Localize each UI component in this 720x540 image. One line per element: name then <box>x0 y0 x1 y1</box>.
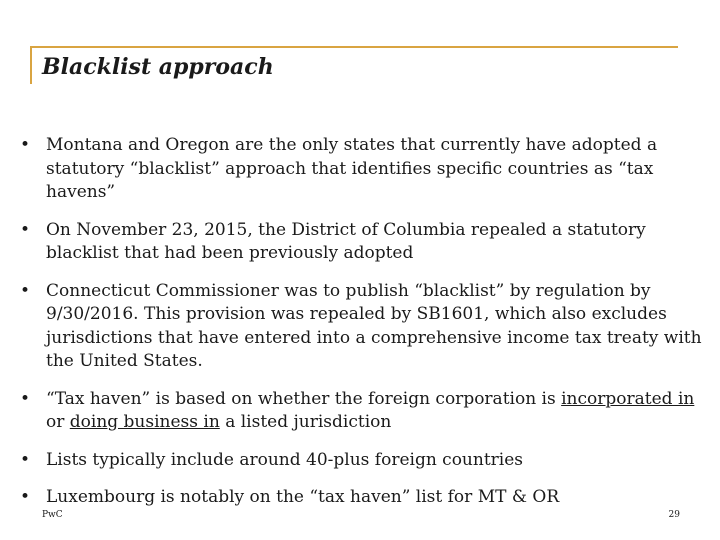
bullet-text <box>46 388 710 435</box>
bullet-text: Connecticut Commissioner was to publish “blacklist” by regulation by 9/30/2016. This provision was repealed by SB1601, which also excludes jurisdictions that have entered into a comprehensive income tax treaty with the United States. <box>46 280 702 371</box>
bullet-marker: • <box>20 135 31 155</box>
bullet-marker: • <box>20 280 31 301</box>
bullet-marker: • <box>20 388 31 409</box>
bullet-item <box>20 280 710 374</box>
bullet-text: Luxembourg is notably on the “tax haven” list for MT & OR <box>46 487 560 507</box>
bullet-marker: • <box>20 449 31 470</box>
title-frame-left-line <box>30 46 32 84</box>
bullet-text: Lists typically include around 40-plus foreign countries <box>46 449 524 470</box>
footer-brand: PwC <box>42 510 63 520</box>
bullet-marker: • <box>20 219 31 240</box>
bullet-text: On November 23, 2015, the District of Columbia repealed a statutory blacklist that had been previously adopted <box>46 219 646 263</box>
title-frame-top-line <box>30 46 678 48</box>
bullet-text-part: a listed jurisdiction <box>219 412 392 432</box>
bullet-text-part: or <box>46 412 70 432</box>
bullet-item <box>20 486 710 510</box>
bullet-text: Montana and Oregon are the only states that currently have adopted a statutory “blacklist” approach that identifies specific countries as “tax havens” <box>46 135 658 202</box>
bullet-item <box>20 134 710 205</box>
underlined-phrase: doing business in <box>69 412 220 432</box>
slide-title: Blacklist approach <box>42 54 274 80</box>
bullet-item <box>20 219 710 266</box>
bullet-list <box>20 134 710 524</box>
bullet-item <box>20 449 710 473</box>
page-number: 29 <box>668 510 680 520</box>
bullet-marker: • <box>20 487 31 507</box>
bullet-item <box>20 388 710 435</box>
underlined-phrase: incorporated in <box>561 388 695 409</box>
bullet-text-part: “Tax haven” is based on whether the foreign corporation is <box>46 388 562 409</box>
